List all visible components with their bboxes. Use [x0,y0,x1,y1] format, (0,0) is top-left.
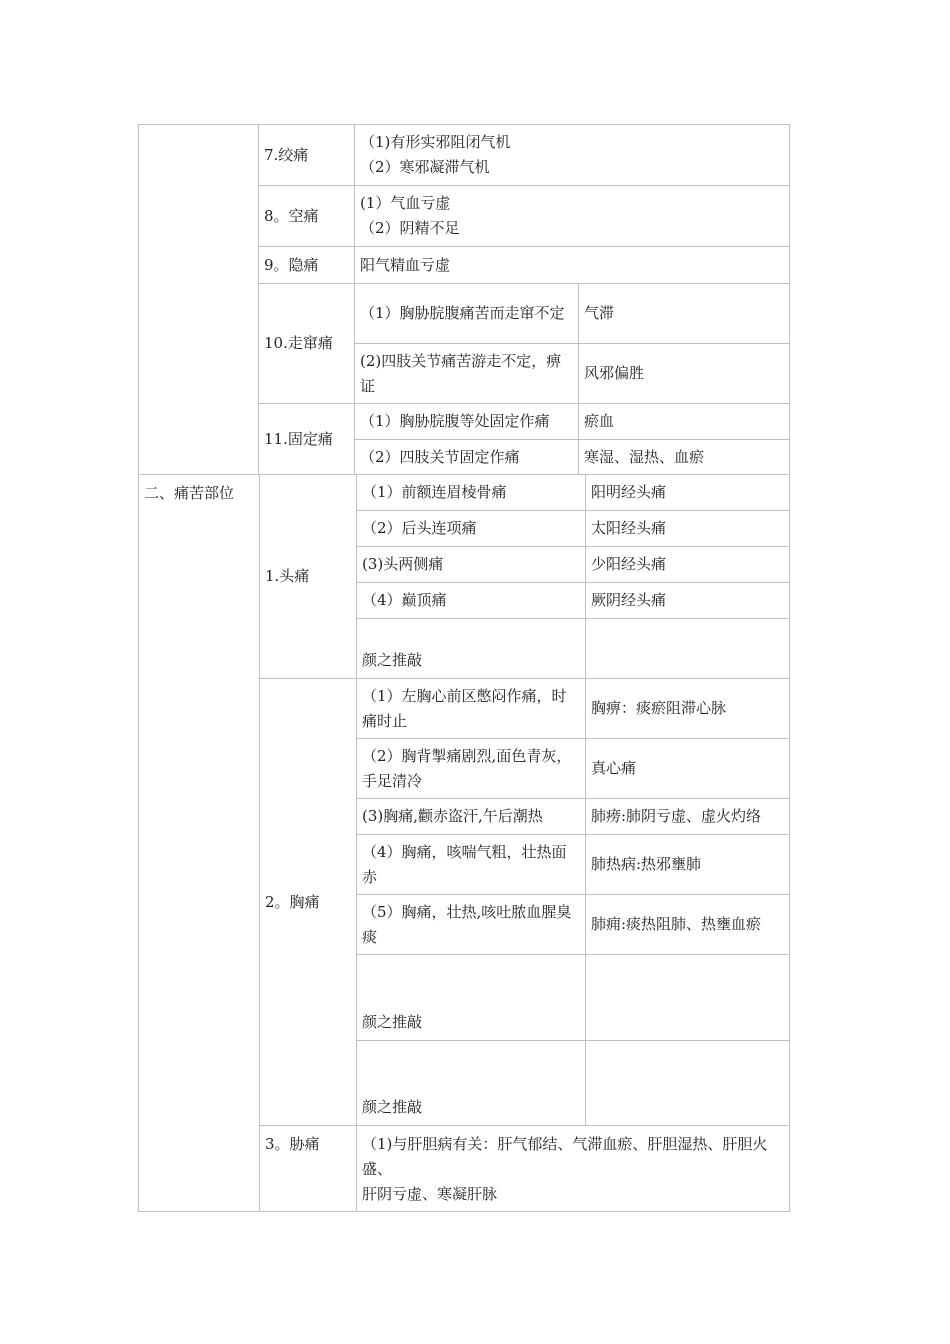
section-cell-empty [139,125,259,475]
pain-meaning-cell: 肺痨:肺阴亏虚、虚火灼络 [586,799,790,835]
pain-meaning-cell: 瘀血 [579,404,790,440]
pain-sign-cell: （1）前额连眉棱骨痛 [357,475,586,511]
pain-meaning-cell: 真心痛 [586,739,790,799]
pain-meaning-cell: 太阳经头痛 [586,511,790,547]
pain-sign-cell: （4）巅顶痛 [357,583,586,619]
pain-meaning-cell [586,955,790,1041]
pain-meaning-cell: 肺痈:痰热阻肺、热壅血瘀 [586,895,790,955]
table-row [139,475,790,511]
pain-sign-cell: （2）胸背掣痛剧烈,面色青灰，手足清冷 [357,739,586,799]
pain-sign-cell: （5）胸痛，壮热,咳吐脓血腥臭痰 [357,895,586,955]
pain-description-cell: （1)与肝胆病有关：肝气郁结、气滞血瘀、肝胆湿热、肝胆火盛、 肝阴亏虚、寒凝肝脉 [357,1126,790,1212]
pain-sign-cell: （1）左胸心前区憋闷作痛，时痛时止 [357,679,586,739]
pain-location-table [138,474,790,1212]
pain-type-cell: 8。空痛 [259,186,355,247]
pain-meaning-cell [586,1041,790,1126]
table-row [139,125,790,186]
pain-meaning-cell: 胸痹：痰瘀阻滞心脉 [586,679,790,739]
pain-meaning-cell: 气滞 [579,284,790,344]
pain-meaning-cell: 少阳经头痛 [586,547,790,583]
pain-sign-cell: 颜之推敲 [357,955,586,1041]
pain-sign-cell: （4）胸痛，咳喘气粗，壮热面赤 [357,835,586,895]
pain-type-cell: 10.走窜痛 [259,284,355,404]
pain-sign-cell: (3)胸痛,颧赤盗汗,午后潮热 [357,799,586,835]
pain-sign-cell: (2)四肢关节痛苦游走不定，痹证 [355,344,579,404]
pain-sign-cell: （2）后头连项痛 [357,511,586,547]
pain-sign-cell: 颜之推敲 [357,619,586,679]
pain-nature-table [138,124,790,475]
pain-meaning-cell: 风邪偏胜 [579,344,790,404]
pain-description-cell: (1）气血亏虚 （2）阴精不足 [355,186,790,247]
pain-description-cell: （1)有形实邪阻闭气机 （2）寒邪凝滞气机 [355,125,790,186]
pain-meaning-cell: 寒湿、湿热、血瘀 [579,440,790,475]
pain-type-cell: 7.绞痛 [259,125,355,186]
pain-sign-cell: 颜之推敲 [357,1041,586,1126]
pain-sign-cell: （2）四肢关节固定作痛 [355,440,579,475]
pain-meaning-cell [586,619,790,679]
pain-meaning-cell: 肺热病:热邪壅肺 [586,835,790,895]
pain-meaning-cell: 厥阴经头痛 [586,583,790,619]
pain-description-cell: 阳气精血亏虚 [355,247,790,284]
pain-sign-cell: （1）胸胁脘腹等处固定作痛 [355,404,579,440]
pain-sign-cell: (3)头两侧痛 [357,547,586,583]
section-title-cell: 二、痛苦部位 [139,475,260,1212]
pain-meaning-cell: 阳明经头痛 [586,475,790,511]
pain-type-cell: 2。胸痛 [260,679,357,1126]
pain-type-cell: 11.固定痛 [259,404,355,475]
pain-type-cell: 9。隐痛 [259,247,355,284]
pain-type-cell: 1.头痛 [260,475,357,679]
pain-type-cell: 3。胁痛 [260,1126,357,1212]
pain-sign-cell: （1）胸胁脘腹痛苦而走窜不定 [355,284,579,344]
